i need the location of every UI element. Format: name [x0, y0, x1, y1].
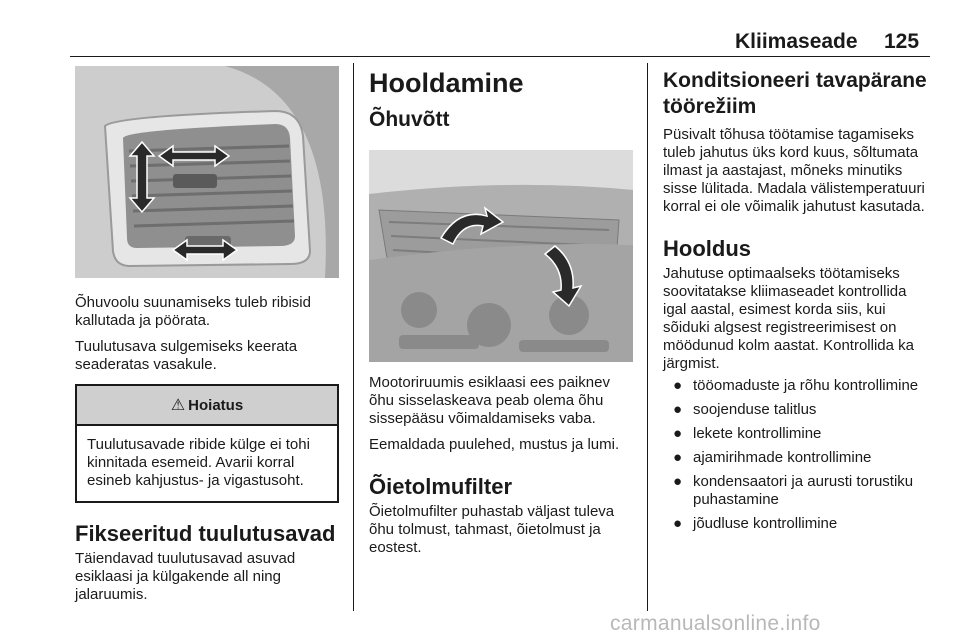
list-item: ● ajamirihmade kontrollimine	[673, 449, 872, 466]
bullet-icon: ●	[673, 401, 683, 418]
warning-body	[77, 426, 337, 501]
vent-close-text: Tuulutusava sulgemiseks keerata seaderatas vasakule.	[75, 338, 298, 373]
warning-header	[77, 386, 337, 426]
vent-direction-text: Õhuvoolu suunamiseks tuleb ribisid kallutada ja pöörata.	[75, 294, 311, 329]
air-intake-illustration	[369, 150, 633, 362]
service-heading: Hooldus	[663, 236, 751, 261]
bullet-icon: ●	[673, 449, 683, 466]
ac-operation-text: Püsivalt tõhusa töötamise tagamiseks tuleb jahutus üks kord kuus, sõltumata ilmast ja aastajast, mõneks minutiks sisse lülitada. Madala välistemperatuuri korral ei ole võimalik jahutust kasutada.	[663, 126, 925, 215]
list-item: ● kondensaatori ja aurusti torustiku puhastamine	[673, 473, 914, 508]
bullet-icon: ●	[673, 377, 683, 394]
column-divider	[353, 63, 354, 611]
air-intake-heading: Õhuvõtt	[369, 108, 450, 131]
pollen-filter-heading: Õietolmufilter	[369, 474, 513, 499]
ac-operation-heading: Konditsioneeri tavapärane töörežiim	[663, 69, 927, 118]
bullet-icon: ●	[673, 425, 683, 442]
list-item: ● jõudluse kontrollimine	[673, 515, 838, 532]
warning-title: Hoiatus	[188, 396, 244, 414]
watermark: carmanualsonline.info	[610, 612, 821, 635]
header-rule	[70, 56, 930, 57]
warning-triangle-icon: ⚠	[170, 397, 186, 414]
column-divider	[647, 63, 648, 611]
fixed-vents-heading: Fikseeritud tuulutusavad	[75, 521, 336, 546]
pollen-filter-text: Õietolmufilter puhastab väljast tuleva õhu tolmust, tahmast, õietolmust ja eostest.	[369, 503, 615, 556]
left-column	[75, 66, 339, 604]
maintenance-heading: Hooldamine	[369, 68, 524, 98]
list-item: ● lekete kontrollimine	[673, 425, 822, 442]
bullet-icon: ●	[673, 473, 683, 490]
fixed-vents-text: Täiendavad tuulutusavad asuvad esiklaasi ja külgakende all ning jalaruumis.	[75, 550, 296, 603]
right-column	[663, 66, 933, 539]
air-intake-drawing	[369, 150, 633, 362]
chapter-title: Kliimaseade	[735, 30, 858, 53]
service-text: Jahutuse optimaalseks töötamiseks soovitatakse kliimaseadet kontrollida igal aastal, esimest korda siis, kui sõiduki algsest registreerimisest on möödunud kolm aastat. Kontrollida ka järgmist.	[663, 265, 914, 372]
list-item: ● tööomaduste ja rõhu kontrollimine	[673, 377, 919, 394]
air-vent-drawing	[75, 66, 339, 278]
warning-text: Tuulutusavade ribide külge ei tohi kinnitada esemeid. Avarii korral esineb kahjustus- ja vigastusoht.	[87, 436, 310, 489]
service-checklist	[663, 377, 933, 533]
air-intake-cleaning-text: Eemaldada puulehed, mustus ja lumi.	[369, 436, 620, 453]
middle-column	[369, 66, 633, 557]
list-item: ● soojenduse talitlus	[673, 401, 817, 418]
page-number: 125	[884, 30, 920, 53]
air-vent-illustration	[75, 66, 339, 278]
warning-box	[75, 384, 339, 503]
air-intake-text: Mootoriruumis esiklaasi ees paiknev õhu sisselaskeava peab olema õhu sissepääsu võimaldamiseks vaba.	[369, 374, 610, 427]
bullet-icon: ●	[673, 515, 683, 532]
